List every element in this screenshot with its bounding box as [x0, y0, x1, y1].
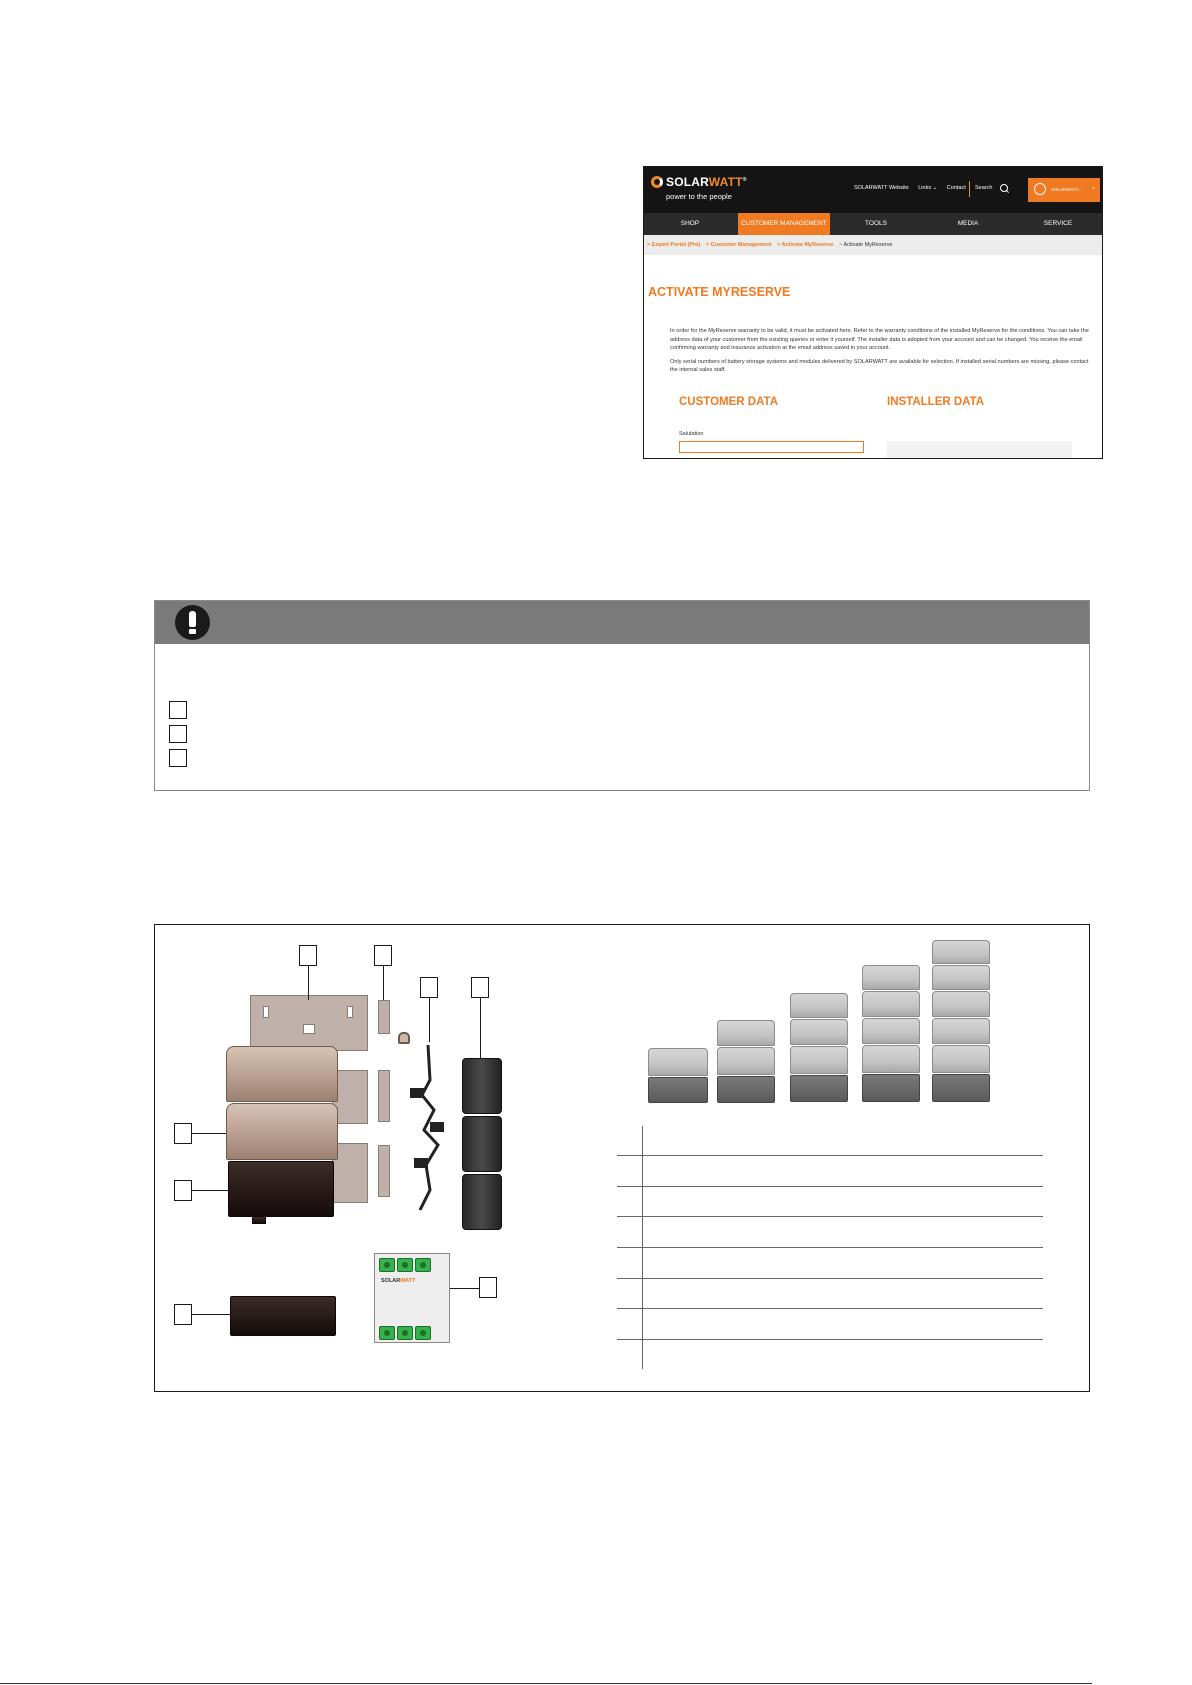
portal-header [644, 167, 1102, 213]
top-link-links[interactable]: Links ⌄ [918, 185, 938, 191]
nav-service[interactable]: SERVICE [1043, 220, 1073, 227]
connector-plate-3 [378, 1145, 390, 1197]
callout-box-connector [374, 945, 392, 966]
checklist-checkbox-1[interactable] [169, 701, 187, 719]
user-menu-button[interactable] [1028, 178, 1100, 202]
nav-customer-management[interactable]: CUSTOMER MANAGEMENT [738, 213, 830, 235]
callout-box-cable [420, 977, 438, 998]
callout-box-bracket [299, 945, 317, 966]
base-plate [230, 1296, 336, 1336]
callout-box-meter [479, 1277, 497, 1298]
installer-data-panel [887, 441, 1072, 458]
end-cap-2 [462, 1116, 502, 1172]
top-link-website[interactable]: SOLARWATT Website [854, 185, 909, 191]
callout-box-controller [174, 1180, 192, 1201]
legend-row [617, 1216, 1043, 1217]
page-title: ACTIVATE MYRESERVE [648, 285, 791, 299]
solarwatt-logo-icon [651, 176, 663, 188]
portal-logo[interactable]: SOLARWATT® [666, 175, 747, 189]
nav-media[interactable]: MEDIA [957, 220, 979, 227]
portal-tagline: power to the people [666, 192, 732, 201]
intro-paragraph-1: In order for the MyReserve warranty to be valid, it must be activated here. Refer to the warranty conditions of the installed MyReserve for the conditions. You can take the address data of your customer from the existing queries or enter it yourself. The installer data is adopted from your account and can be changed. You receive the email confirming warranty and insurance activation at the email address saved in your account. [670, 328, 1089, 351]
connector-plate-1 [378, 1000, 390, 1034]
header-divider [969, 181, 970, 197]
customer-data-heading: CUSTOMER DATA [679, 396, 779, 408]
installer-data-heading: INSTALLER DATA [887, 396, 985, 408]
salutation-field[interactable] [679, 441, 864, 453]
callout-box-battery-module [174, 1123, 192, 1144]
intro-paragraph-2: Only serial numbers of battery storage systems and modules delivered by SOLARWATT are available for selection. If installed serial numbers are missing, please contact the internal sales staff. [670, 358, 1089, 373]
legend-row [617, 1247, 1043, 1248]
checklist-checkbox-2[interactable] [169, 725, 187, 743]
user-name: SOLARWATT... [1051, 187, 1082, 192]
footer-rule [0, 1683, 1092, 1684]
portal-top-links [854, 185, 974, 191]
battery-module-upper [226, 1046, 338, 1102]
chevron-down-icon: ⌄ [1091, 185, 1097, 191]
energy-meter [374, 1253, 450, 1343]
legend-row [617, 1155, 1043, 1156]
nav-tools[interactable]: TOOLS [865, 220, 887, 227]
search-link[interactable]: Search [975, 185, 993, 191]
battery-module-lower [226, 1103, 338, 1160]
breadcrumb-customer-management[interactable]: > Customer Management [706, 242, 772, 248]
user-avatar-icon [1034, 183, 1046, 195]
intro-text [670, 327, 1095, 380]
legend-row [617, 1278, 1043, 1279]
controller-connector [252, 1216, 266, 1224]
end-cap-1 [462, 1058, 502, 1114]
breadcrumb [644, 235, 1102, 255]
callout-box-base-plate [174, 1304, 192, 1325]
cable-harness-illustration [400, 1040, 460, 1220]
legend-row [617, 1186, 1043, 1187]
breadcrumb-activate-myreserve[interactable]: > Activate MyReserve [777, 242, 834, 248]
notice-box [154, 600, 1090, 791]
end-cap-3 [462, 1174, 502, 1230]
exclamation-icon [175, 605, 210, 640]
legend-row [617, 1308, 1043, 1309]
checklist-checkbox-3[interactable] [169, 749, 187, 767]
connector-plate-2 [378, 1070, 390, 1122]
top-link-contact[interactable]: Contact [946, 185, 966, 191]
notice-header [155, 601, 1089, 644]
salutation-label: Salutation [679, 431, 704, 437]
search-icon[interactable] [1000, 184, 1008, 192]
breadcrumb-expert-portal[interactable]: > Expert Portal (Pro) [647, 242, 700, 248]
meter-brand-label: SOLARWATT [381, 1278, 416, 1284]
nav-shop[interactable]: SHOP [680, 220, 700, 227]
portal-main-nav [644, 213, 1102, 235]
battery-controller [228, 1161, 334, 1217]
legend-row [617, 1339, 1043, 1340]
portal-screenshot [643, 166, 1103, 459]
callout-box-end-cap [471, 977, 489, 998]
breadcrumb-current: > Activate MyReserve [839, 242, 892, 248]
wall-bracket-top [250, 995, 368, 1051]
